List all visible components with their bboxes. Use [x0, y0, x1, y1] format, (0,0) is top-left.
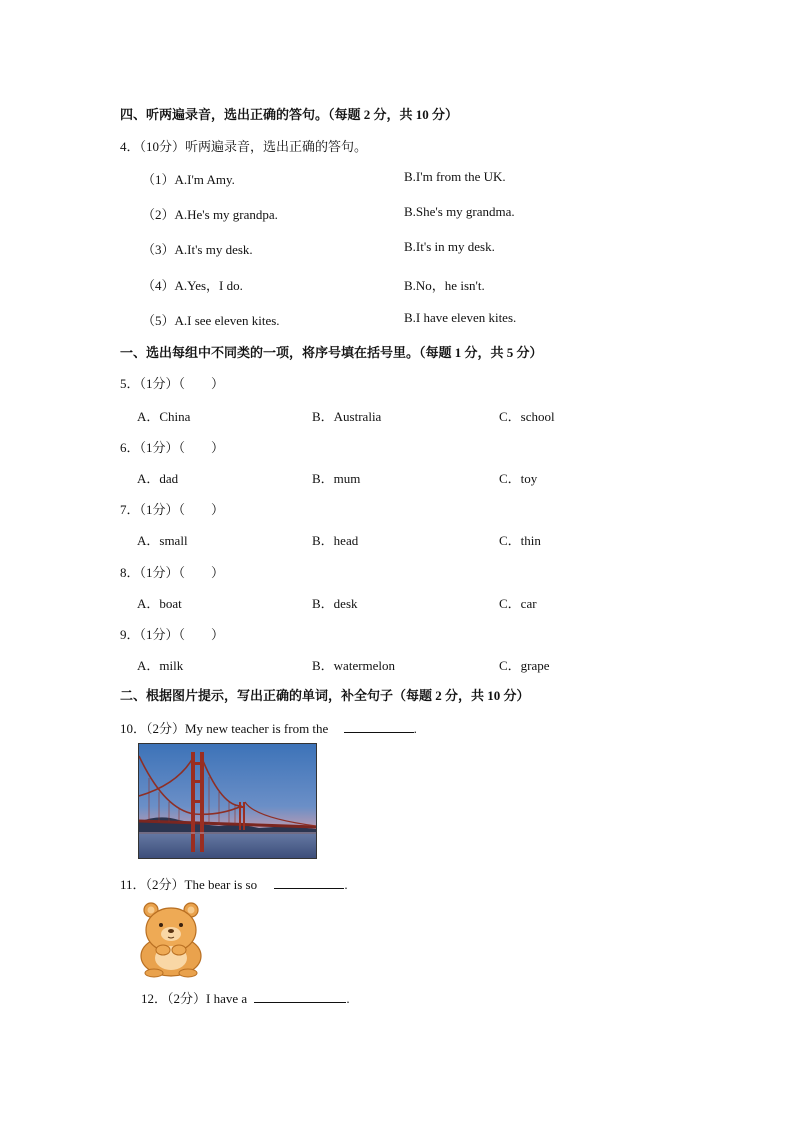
section-1-heading: 一、选出每组中不同类的一项，将序号填在括号里。（每题 1 分，共 5 分）	[120, 345, 543, 360]
q9-option-a: A．milk	[137, 658, 184, 673]
question-11-text: 11．（2分）The bear is so	[120, 877, 258, 892]
question-8-stem: 8．（1分）（ ）	[120, 565, 225, 580]
q9-option-b: B．watermelon	[312, 658, 396, 673]
q4-item-4-option-a: （4）A.Yes，I do.	[142, 278, 243, 293]
q6-option-b: B．mum	[312, 471, 361, 486]
answer-blank-10[interactable]	[344, 719, 414, 733]
question-9-stem: 9．（1分）（ ）	[120, 627, 225, 642]
q8-option-a: A．boat	[137, 596, 182, 611]
q7-option-b: B．head	[312, 533, 359, 548]
q5-option-c: C．school	[499, 409, 555, 424]
q4-item-5-option-b: B.I have eleven kites.	[404, 310, 517, 325]
bear-illustration	[138, 900, 204, 978]
q7-option-c: C．thin	[499, 533, 541, 548]
q7-option-a: A．small	[137, 533, 188, 548]
bridge-illustration	[139, 744, 316, 858]
q4-item-3-option-b: B.It's in my desk.	[404, 239, 495, 254]
q4-item-2-option-b: B.She's my grandma.	[404, 204, 515, 219]
golden-gate-bridge-image	[138, 743, 317, 859]
q8-option-b: B．desk	[312, 596, 358, 611]
answer-blank-12[interactable]	[254, 989, 346, 1003]
q4-item-4-option-b: B.No，he isn't.	[404, 278, 485, 293]
question-12-text: 12．（2分）I have a	[141, 991, 248, 1006]
q6-option-c: C．toy	[499, 471, 538, 486]
question-4-title: 4．（10分）听两遍录音，选出正确的答句。	[120, 139, 368, 154]
question-11	[120, 874, 348, 893]
q4-item-1-option-a: （1）A.I'm Amy.	[142, 172, 235, 187]
q4-item-3-option-a: （3）A.It's my desk.	[142, 242, 253, 257]
question-7-stem: 7．（1分）（ ）	[120, 502, 225, 517]
q4-item-5-option-a: （5）A.I see eleven kites.	[142, 313, 280, 328]
q9-option-c: C．grape	[499, 658, 550, 673]
q5-option-b: B．Australia	[312, 409, 382, 424]
q5-option-a: A．China	[137, 409, 191, 424]
question-12-period: .	[346, 991, 350, 1006]
question-10-text: 10．（2分）My new teacher is from the	[120, 721, 329, 736]
question-10	[120, 718, 417, 737]
question-6-stem: 6．（1分）（ ）	[120, 440, 225, 455]
chubby-bear-image	[138, 900, 204, 978]
question-12	[141, 988, 350, 1007]
q4-item-2-option-a: （2）A.He's my grandpa.	[142, 207, 278, 222]
section-4-heading: 四、听两遍录音，选出正确的答句。（每题 2 分，共 10 分）	[120, 107, 459, 122]
question-11-period: .	[344, 877, 348, 892]
section-2-heading: 二、根据图片提示，写出正确的单词，补全句子（每题 2 分，共 10 分）	[120, 688, 530, 703]
question-5-stem: 5．（1分）（ ）	[120, 376, 225, 391]
question-10-period: .	[413, 721, 417, 736]
q4-item-1-option-b: B.I'm from the UK.	[404, 169, 506, 184]
q6-option-a: A．dad	[137, 471, 179, 486]
answer-blank-11[interactable]	[274, 875, 344, 889]
q8-option-c: C．car	[499, 596, 537, 611]
